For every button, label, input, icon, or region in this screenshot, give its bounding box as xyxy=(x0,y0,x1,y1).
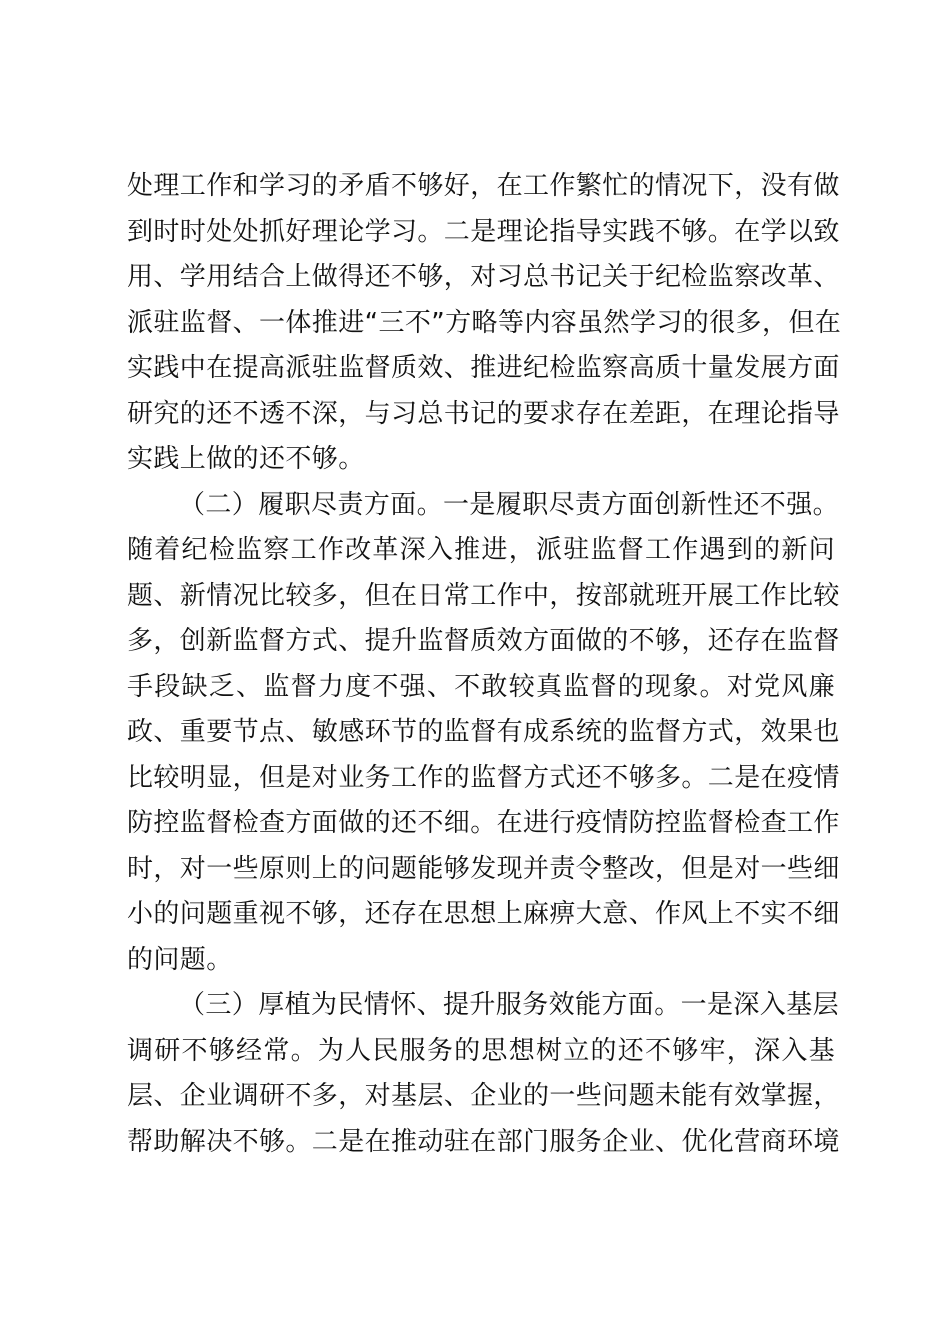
text-line: 手段缺乏、监督力度不强、不敢较真监督的现象。对党风廉 xyxy=(127,671,835,702)
text-line: 多，创新监督方式、提升监督质效方面做的不够，还存在监督 xyxy=(127,626,840,656)
text-line: 调研不够经常。为人民服务的思想树立的还不够牢，深入基 xyxy=(127,1035,835,1066)
text-line: 用、学用结合上做得还不够，对习总书记关于纪检监察改革、 xyxy=(127,262,840,292)
text-line: 随着纪检监察工作改革深入推进，派驻监督工作遇到的新问 xyxy=(127,535,835,565)
text-line: 层、企业调研不多，对基层、企业的一些问题未能有效掌握， xyxy=(127,1081,840,1111)
text-line: 防控监督检查方面做的还不细。在进行疫情防控监督检查工作 xyxy=(127,808,840,838)
text-line: 实践上做的还不够。 xyxy=(127,444,365,474)
section-heading-line: （三）厚植为民情怀、提升服务效能方面。一是深入基层 xyxy=(179,990,840,1020)
text-line: 派驻监督、一体推进“三不”方略等内容虽然学习的很多，但在 xyxy=(127,307,842,338)
text-line: 处理工作和学习的矛盾不够好，在工作繁忙的情况下，没有做 xyxy=(127,171,840,201)
text-line: 比较明显，但是对业务工作的监督方式还不够多。二是在疫情 xyxy=(127,762,840,793)
body-text xyxy=(127,164,842,1165)
text-line: 小的问题重视不够，还存在思想上麻痹大意、作风上不实不细 xyxy=(127,899,840,929)
text-line: 政、重要节点、敏感环节的监督有成系统的监督方式，效果也 xyxy=(127,717,840,747)
text-line: 题、新情况比较多，但在日常工作中，按部就班开展工作比较 xyxy=(127,580,840,611)
text-line: 实践中在提高派驻监督质效、推进纪检监察高质十量发展方面 xyxy=(127,353,840,383)
section-heading-line: （二）履职尽责方面。一是履职尽责方面创新性还不强。 xyxy=(179,489,840,520)
text-line: 时，对一些原则上的问题能够发现并责令整改，但是对一些细 xyxy=(127,853,840,884)
text-line: 到时时处处抓好理论学习。二是理论指导实践不够。在学以致 xyxy=(127,216,840,247)
text-line: 的问题。 xyxy=(127,944,233,975)
text-line: 帮助解决不够。二是在推动驻在部门服务企业、优化营商环境 xyxy=(127,1126,840,1157)
text-line: 研究的还不透不深，与习总书记的要求存在差距，在理论指导 xyxy=(127,398,840,429)
